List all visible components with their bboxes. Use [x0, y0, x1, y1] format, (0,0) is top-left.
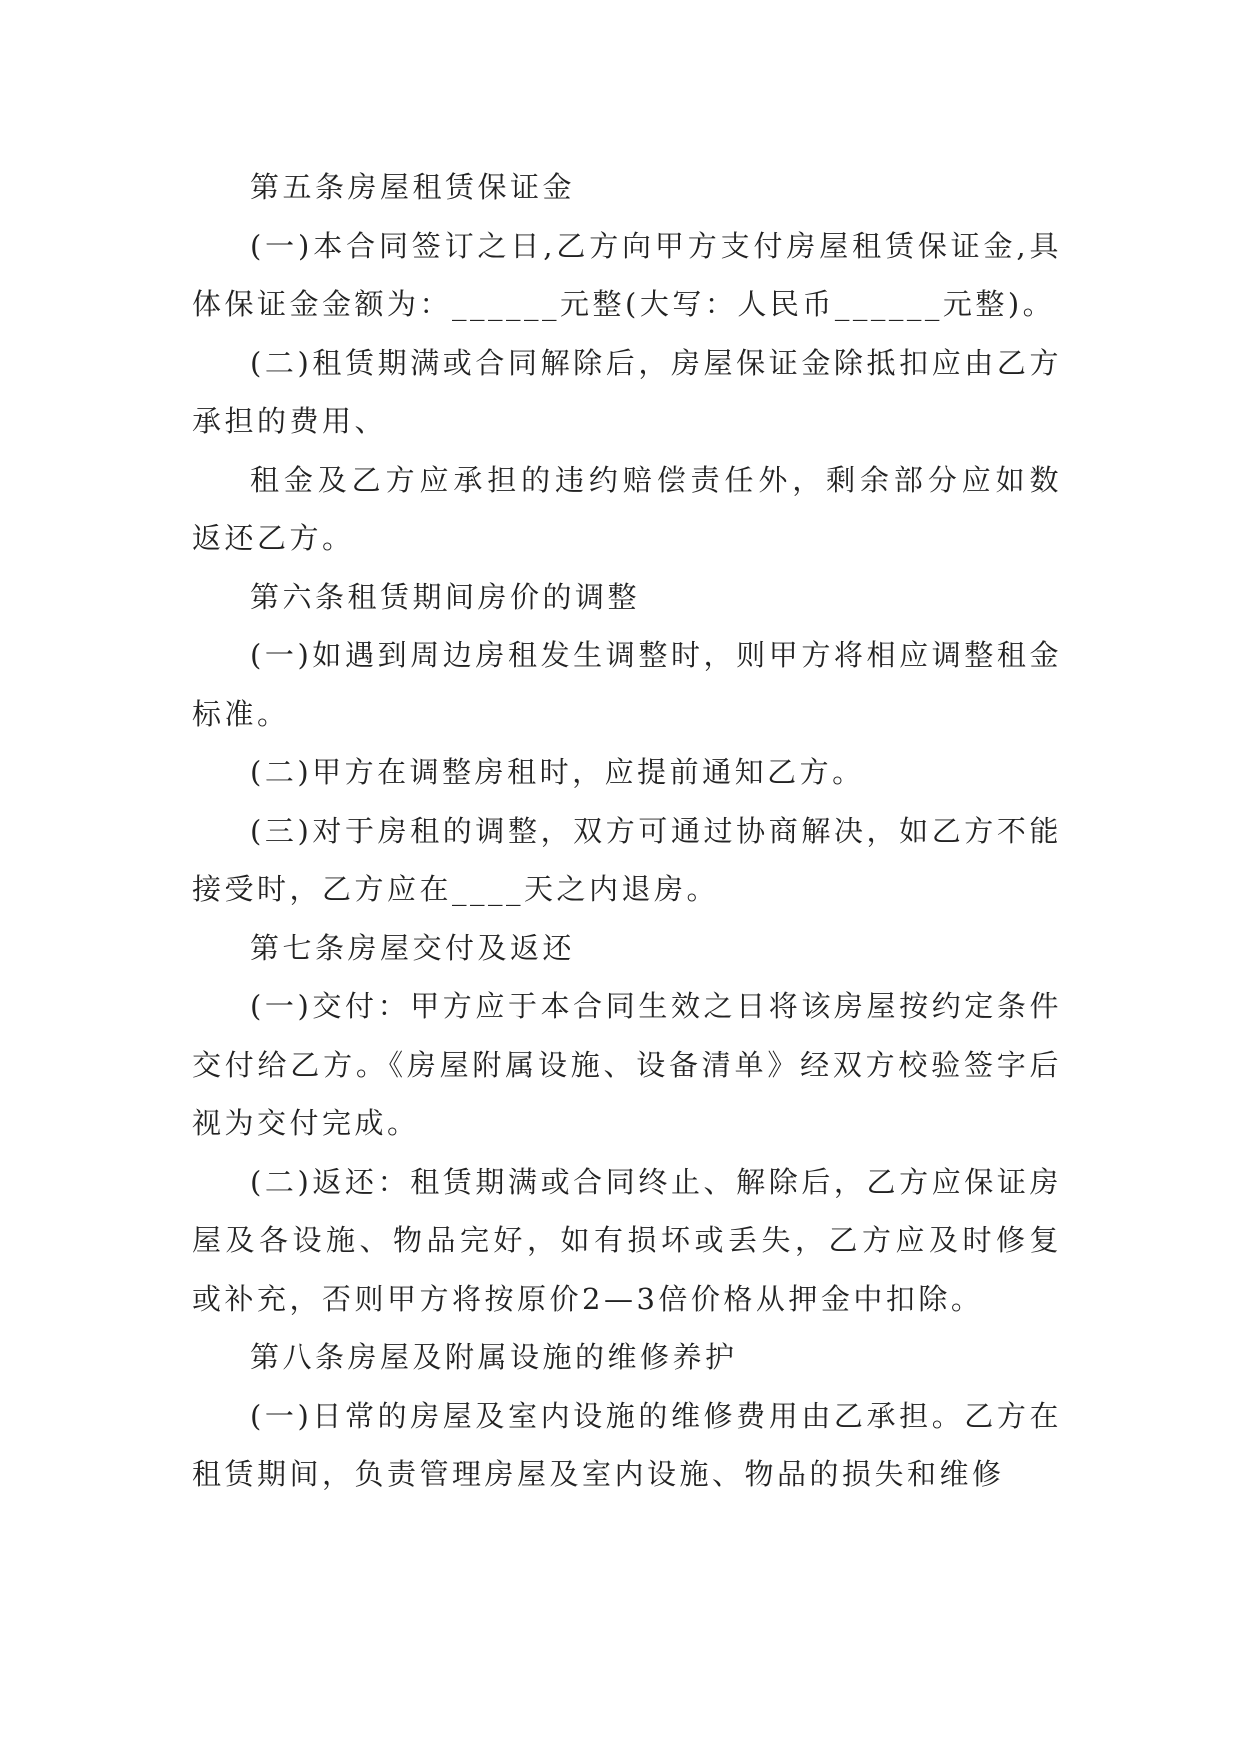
- article-6-clause-1: (一)如遇到周边房租发生调整时，则甲方将相应调整租金标准。: [192, 638, 1062, 731]
- article-7-heading: 第七条房屋交付及返还: [250, 930, 576, 965]
- article-5-heading: 第五条房屋租赁保证金: [250, 170, 576, 204]
- article-5-clause-1: (一)本合同签订之日,乙方向甲方支付房屋租赁保证金,具体保证金金额为：______元整(大写：人民币______元整)。: [192, 228, 1062, 321]
- article-8-heading: 第八条房屋及附属设施的维修养护: [250, 1340, 738, 1374]
- article-6-heading: 第六条租赁期间房价的调整: [250, 579, 641, 614]
- document-body: [192, 158, 1062, 1504]
- article-7-clause-2: (二)返还：租赁期满或合同终止、解除后，乙方应保证房屋及各设施、物品完好，如有损坏或丢失，乙方应及时修复或补充，否则甲方将按原价2—3倍价格从押金中扣除。: [192, 1164, 1062, 1316]
- article-8-clause-1: (一)日常的房屋及室内设施的维修费用由乙承担。乙方在租赁期间，负责管理房屋及室内设施、物品的损失和维修: [192, 1398, 1062, 1491]
- article-7-clause-1: (一)交付：甲方应于本合同生效之日将该房屋按约定条件交付给乙方。《房屋附属设施、设备清单》经双方校验签字后视为交付完成。: [192, 989, 1062, 1140]
- article-6-clause-3: (三)对于房租的调整，双方可通过协商解决，如乙方不能接受时，乙方应在____天之内退房。: [192, 813, 1062, 906]
- article-5-clause-2-continued: 租金及乙方应承担的违约赔偿责任外，剩余部分应如数返还乙方。: [192, 462, 1062, 555]
- article-5-clause-2: (二)租赁期满或合同解除后，房屋保证金除抵扣应由乙方承担的费用、: [192, 345, 1062, 438]
- article-6-clause-2: (二)甲方在调整房租时，应提前通知乙方。: [250, 755, 865, 789]
